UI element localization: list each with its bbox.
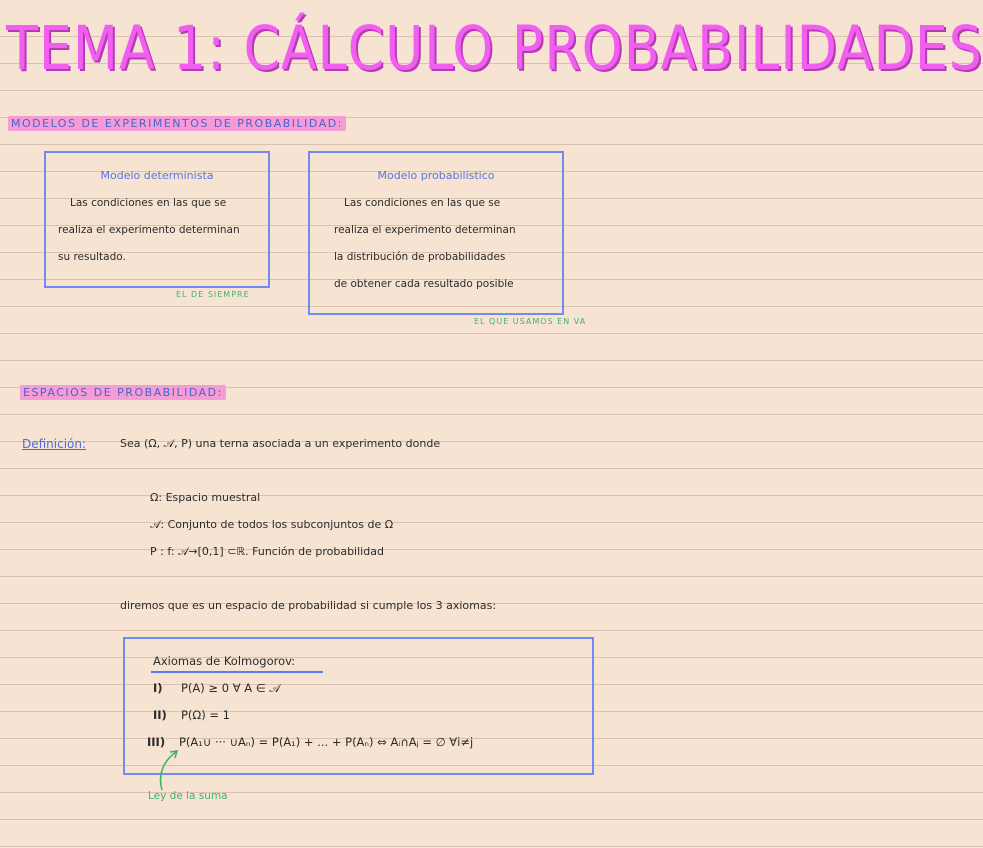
section-heading-spaces-text: ESPACIOS DE PROBABILIDAD: <box>20 385 226 400</box>
deterministic-note: EL DE SIEMPRE <box>176 290 250 299</box>
page-title: TEMA 1: CÁLCULO PROBABILIDADES <box>6 12 983 84</box>
conclusion-text: diremos que es un espacio de probabilidad si cumple los 3 axiomas: <box>120 599 497 612</box>
axiom-2: P(Ω) = 1 <box>181 708 230 722</box>
axiom-1-number: I) <box>153 681 163 695</box>
deterministic-line-2: realiza el experimento determinan <box>58 224 240 236</box>
item-probability-function: P : f: 𝒜→[0,1] ⊂ℝ. Función de probabilidad <box>150 545 384 558</box>
axiom-3: P(A₁∪ ··· ∪Aₙ) = P(A₁) + ... + P(Aₙ) ⇔ Aᵢ∩Aⱼ = ∅ ∀i≠j <box>179 735 474 749</box>
sum-law-annotation: Ley de la suma <box>148 790 228 802</box>
annotation-arrow-icon <box>150 746 190 792</box>
probabilistic-line-2: realiza el experimento determinan <box>334 224 516 236</box>
probabilistic-line-4: de obtener cada resultado posible <box>334 278 514 290</box>
axiom-1: P(A) ≥ 0 ∀ A ∈ 𝒜 <box>181 681 281 695</box>
axiom-2-number: II) <box>153 708 167 722</box>
item-sigma-algebra: 𝒜: Conjunto de todos los subconjuntos de Ω <box>150 518 394 531</box>
axioms-box <box>123 637 594 775</box>
probabilistic-note: EL QUE USAMOS EN VA <box>474 317 587 326</box>
probabilistic-model-title: Modelo probabilístico <box>377 169 495 182</box>
deterministic-line-1: Las condiciones en las que se <box>70 197 227 209</box>
probabilistic-model-box <box>308 151 564 315</box>
deterministic-line-3: su resultado. <box>58 251 126 263</box>
axiom-3-number: III) <box>147 735 166 749</box>
item-sample-space: Ω: Espacio muestral <box>150 491 261 504</box>
axioms-title: Axiomas de Kolmogorov: <box>153 654 296 668</box>
probabilistic-line-1: Las condiciones en las que se <box>344 197 501 209</box>
deterministic-model-title: Modelo determinista <box>100 169 214 182</box>
definition-text: Sea (Ω, 𝒜, P) una terna asociada a un experimento donde <box>120 437 441 450</box>
section-heading-models <box>8 112 346 131</box>
definition-label: Definición: <box>22 437 87 451</box>
probabilistic-line-3: la distribución de probabilidades <box>334 251 506 263</box>
deterministic-model-box <box>44 151 270 288</box>
section-heading-spaces <box>20 381 226 400</box>
section-heading-models-text: MODELOS DE EXPERIMENTOS DE PROBABILIDAD: <box>8 116 346 131</box>
axioms-title-underline <box>151 671 323 673</box>
